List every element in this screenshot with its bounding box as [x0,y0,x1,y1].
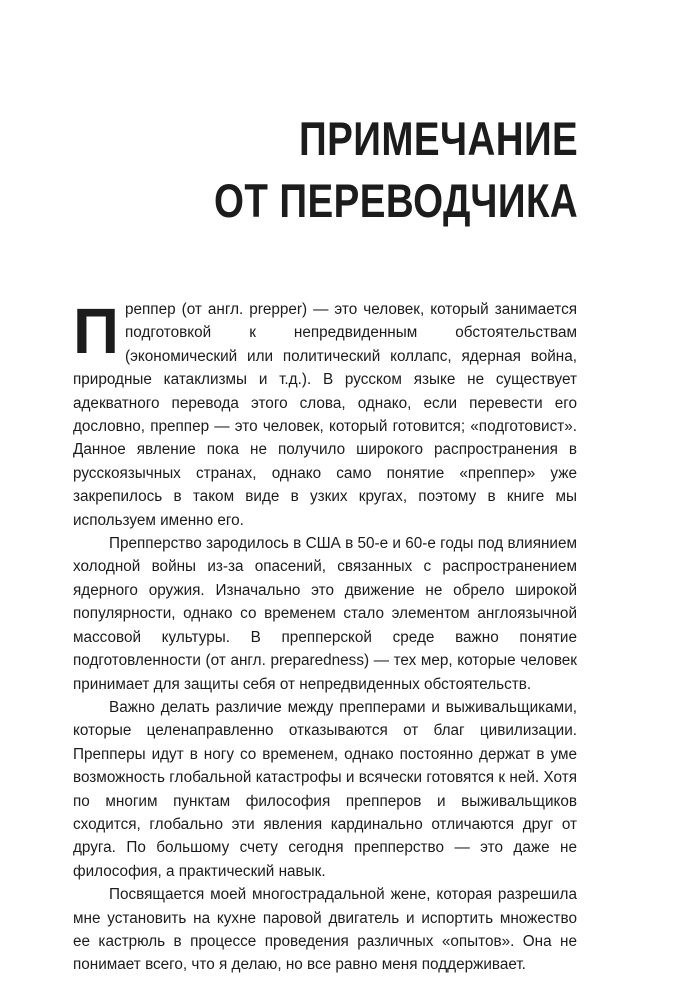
chapter-title-line-2: ОТ ПЕРЕВОДЧИКА [213,174,578,227]
paragraph-2: Препперство зародилось в США в 50-е и 60-е годы под влиянием холодной войны из-за опасений, связанных с распространением ядерного оружия. Изначально это движение не обрело широкой популярности, однако со временем стало элементом англоязычной массовой культуры. В препперской среде важно понятие подготовленности (от англ. preparedness) — тех мер, которые человек принимает для защиты себя от непредвиденных обстоятельств. [73,535,577,693]
paragraph-4: Посвящается моей многострадальной жене, которая разрешила мне установить на кухне паровой двигатель и испортить множество ее кастрюль в процессе проведения различных «опытов». Она не понимает всего, что я делаю, но все равно меня поддерживает. [73,886,577,974]
paragraph-1 [73,295,577,532]
body-text [73,295,577,977]
paragraph-3: Важно делать различие между препперами и выживальщиками, которые целенаправленно отказываются от благ цивилизации. Препперы идут в ногу со временем, однако постоянно держат в уме возможность глобальной катастрофы и всячески готовятся к ней. Хотя по многим пунктам философия препперов и выживальщиков сходится, глобально эти явления кардинально отличаются друг от друга. По большому счету сегодня препперство — это даже не философия, а практический навык. [73,698,577,880]
chapter-title-line-1: ПРИМЕЧАНИЕ [298,112,578,165]
drop-cap: П [73,295,119,367]
paragraph-1-text: реппер (от англ. prepper) — это человек, который занимается подготовкой к непредвиденным обстоятельствам (экономический или политический коллапс, ядерная война, природные катаклизмы и т.д.). В русском языке не существует адекватного перевода этого слова, однако, если перевести его дословно, преппер — это человек, который готовится; «подготовист». Данное явление пока не получило широкого распространения в русскоязычных странах, однако само понятие «преппер» уже закрепилось в таком виде в узких кругах, поэтому в книге мы используем именно его. [73,301,577,529]
chapter-title [214,108,578,232]
